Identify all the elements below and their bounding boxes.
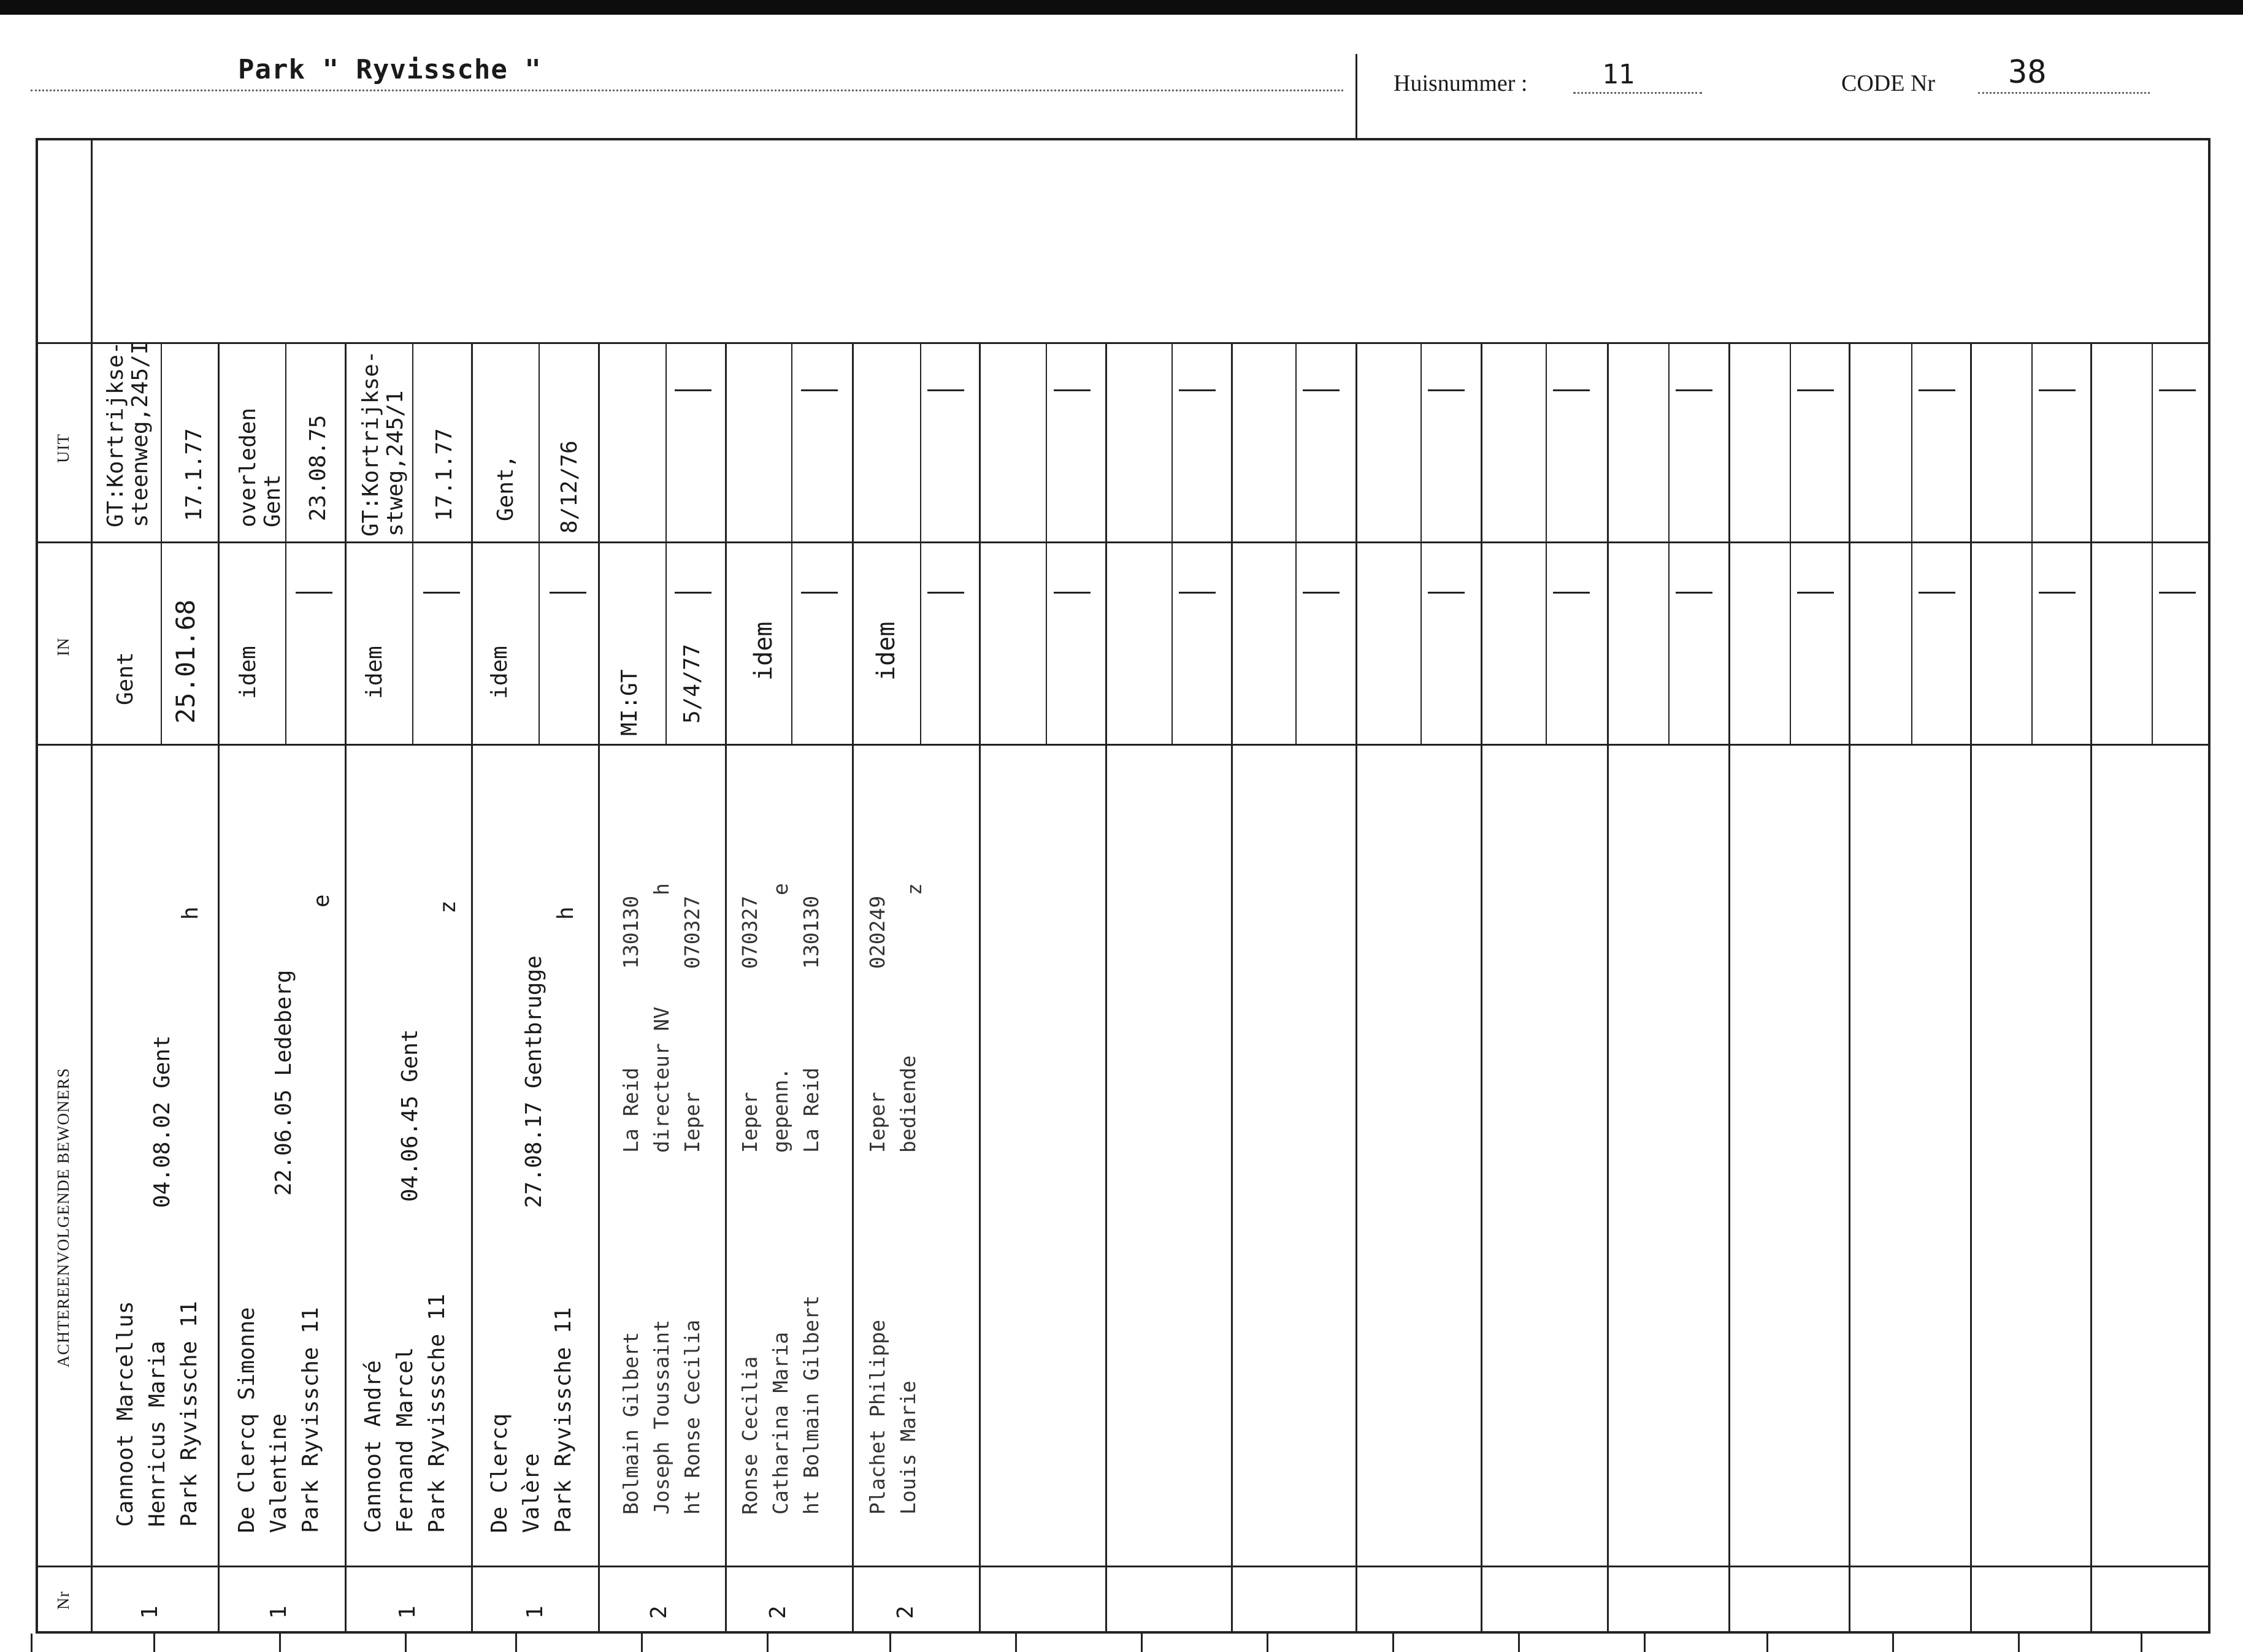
in-place: MI:GT bbox=[617, 669, 642, 736]
resident-name-line: Louis Marie bbox=[896, 1380, 920, 1515]
resident-name-line: Ronse Cecilia bbox=[738, 1356, 762, 1515]
row-nr: 2 bbox=[765, 1605, 791, 1619]
civil-status-code: h bbox=[650, 883, 673, 895]
resident-name-line: Cannoot André bbox=[361, 1360, 386, 1533]
resident-name-line: ht Ronse Cecilia bbox=[680, 1320, 704, 1515]
row-nr: 1 bbox=[523, 1605, 548, 1619]
row-nr: 2 bbox=[646, 1605, 672, 1619]
street-name: Park " Ryvissche " bbox=[238, 54, 542, 85]
resident-name-line: Plachet Philippe bbox=[865, 1320, 889, 1515]
uit-date: 8/12/76 bbox=[557, 440, 582, 533]
uit-place-line: overleden bbox=[236, 407, 261, 527]
birth-date-place: 27.08.17 Gentbrugge bbox=[521, 955, 546, 1208]
in-place: idem bbox=[362, 646, 387, 699]
uit-date: 17.1.77 bbox=[182, 428, 207, 521]
birth-date-place: 22.06.05 Ledeberg bbox=[271, 969, 296, 1196]
resident-name-line: Fernand Marcel bbox=[393, 1347, 418, 1533]
resident-name-line: Henricus Maria bbox=[145, 1340, 170, 1527]
huisnummer-value: 11 bbox=[1602, 59, 1635, 90]
civil-status-code: e bbox=[769, 883, 792, 895]
resident-name-line: Catharina Maria bbox=[769, 1331, 792, 1515]
resident-name-line: Joseph Toussaint bbox=[650, 1320, 673, 1515]
in-place: idem bbox=[487, 646, 512, 699]
row-nr: 1 bbox=[395, 1605, 420, 1619]
resident-name-line: Cannoot Marcellus bbox=[113, 1301, 138, 1527]
resident-code: 070327 bbox=[738, 895, 762, 969]
birth-date-place: 04.06.45 Gent bbox=[397, 1029, 423, 1202]
civil-status-code: z bbox=[435, 900, 461, 914]
code-dotted-line bbox=[1978, 92, 2150, 94]
column-title-uit: UIT bbox=[54, 434, 72, 463]
resident-place: Ieper bbox=[738, 1092, 762, 1153]
in-place: idem bbox=[750, 621, 778, 681]
resident-occupation: bediende bbox=[896, 1055, 920, 1153]
column-title-bewoners: ACHTEREENVOLGENDE BEWONERS bbox=[54, 1068, 72, 1367]
uit-date: 23.08.75 bbox=[305, 415, 331, 521]
resident-code: 130130 bbox=[619, 895, 643, 969]
uit-place-line: GT:Kortrijkse- bbox=[103, 341, 128, 527]
row-nr: 1 bbox=[137, 1605, 163, 1619]
resident-name-line: De Clercq Simonne bbox=[234, 1307, 259, 1533]
in-place: idem bbox=[236, 646, 261, 699]
resident-address: Park Ryvissche 11 bbox=[177, 1301, 202, 1527]
resident-occupation: gepenn. bbox=[769, 1067, 792, 1153]
resident-place: La Reid bbox=[619, 1067, 643, 1153]
uit-place-line: steenweg,245/I bbox=[128, 341, 153, 527]
resident-place: Ieper bbox=[680, 1092, 704, 1153]
resident-code: 020249 bbox=[865, 895, 889, 969]
resident-name-line: Valère bbox=[519, 1453, 544, 1533]
resident-name-line: De Clercq bbox=[487, 1413, 512, 1533]
in-date: 5/4/77 bbox=[680, 643, 705, 724]
resident-code: 070327 bbox=[680, 895, 704, 969]
header-divider bbox=[1355, 54, 1357, 139]
column-title-nr: Nr bbox=[54, 1591, 72, 1610]
resident-code: 130130 bbox=[799, 895, 823, 969]
code-value: 38 bbox=[2008, 54, 2047, 91]
civil-status-code: z bbox=[902, 883, 926, 895]
resident-name-line: Bolmain Gilbert bbox=[619, 1331, 643, 1515]
resident-address: Park Ryvisssche 11 bbox=[424, 1293, 450, 1533]
scan-top-edge bbox=[0, 0, 2243, 15]
in-place: idem bbox=[872, 621, 900, 681]
civil-status-code: h bbox=[553, 906, 578, 920]
uit-place-line: stweg,245/1 bbox=[383, 390, 408, 537]
uit-place-line: Gent, bbox=[493, 454, 518, 521]
resident-address: Park Ryvissche 11 bbox=[551, 1307, 576, 1533]
uit-place-line: GT:Kortrijkse- bbox=[358, 350, 383, 537]
resident-occupation: directeur NV bbox=[650, 1006, 673, 1153]
huisnummer-dotted-line bbox=[1573, 92, 1702, 94]
row-nr: 2 bbox=[893, 1605, 918, 1619]
huisnummer-label: Huisnummer : bbox=[1394, 71, 1528, 96]
column-title-in: IN bbox=[54, 637, 72, 656]
resident-name-line: Valentine bbox=[266, 1413, 291, 1533]
birth-date-place: 04.08.02 Gent bbox=[150, 1035, 175, 1208]
row-nr: 1 bbox=[266, 1605, 291, 1619]
civil-status-code: e bbox=[309, 894, 334, 908]
resident-place: La Reid bbox=[799, 1067, 823, 1153]
in-place: Gent bbox=[113, 652, 138, 705]
in-date: 25.01.68 bbox=[171, 599, 201, 724]
uit-date: 17.1.77 bbox=[432, 428, 457, 521]
uit-place-line: Gent bbox=[260, 474, 285, 527]
civil-status-code: h bbox=[178, 906, 203, 920]
resident-name-line: ht Bolmain Gilbert bbox=[799, 1295, 823, 1515]
code-label: CODE Nr bbox=[1841, 71, 1936, 96]
street-dotted-line bbox=[31, 90, 1343, 91]
resident-place: Ieper bbox=[865, 1092, 889, 1153]
resident-address: Park Ryvissche 11 bbox=[298, 1307, 323, 1533]
